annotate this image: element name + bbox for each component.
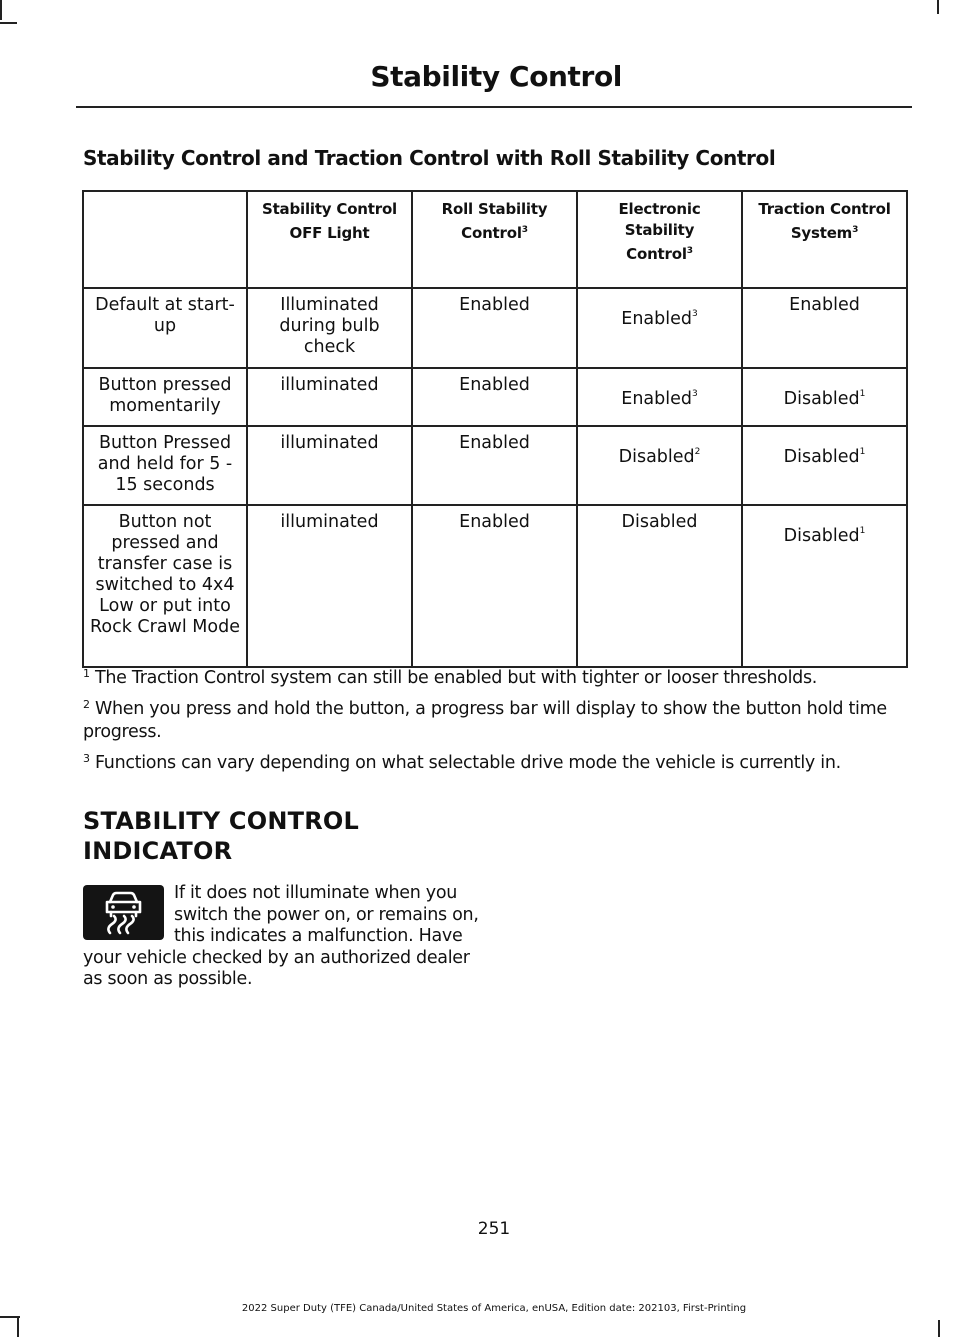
table-row [83,288,907,368]
stability-control-table [82,190,908,668]
table-header-row [83,191,907,288]
condition-cell: Button pressed momentarily [83,368,247,426]
crop-mark [17,1316,19,1337]
traction-control-cell: Disabled$^1$ [742,368,907,426]
column-header-traction-control: Traction Control System$^3$ [742,191,907,288]
roll-stability-cell: Enabled [412,368,577,426]
crop-mark [937,0,939,14]
page-number: 251 [477,1219,511,1239]
crop-mark [938,1320,940,1337]
footnote: $^1$ The Traction Control system can still be enabled but with tighter or looser thresholds. [83,667,818,688]
electronic-stability-cell: Enabled$^3$ [577,288,742,368]
roll-stability-cell: Enabled [412,426,577,505]
table-row [83,426,907,505]
off-light-cell: illuminated [247,505,412,667]
indicator-description: If it does not illuminate when you switch the power on, or remains on, this indicates a malfunction. Have your vehicle checked by an authorized dealer as soon as possible. [83,883,479,989]
traction-control-cell: Disabled$^1$ [742,426,907,505]
electronic-stability-cell: Enabled$^3$ [577,368,742,426]
condition-cell: Button Pressed and held for 5 - 15 seconds [83,426,247,505]
column-header-electronic-stability: Electronic Stability Control$^3$ [577,191,742,288]
indicator-heading: STABILITY CONTROL INDICATOR [83,807,359,865]
off-light-cell: illuminated [247,368,412,426]
condition-cell: Default at start-up [83,288,247,368]
crop-mark [0,22,17,24]
footnote: $^3$ Functions can vary depending on what selectable drive mode the vehicle is currently in. [83,752,841,773]
off-light-cell: illuminated [247,426,412,505]
roll-stability-cell: Enabled [412,505,577,667]
footnote: $^2$ When you press and hold the button, a progress bar will display to show the button hold time progress. [83,698,887,742]
section-heading: Stability Control and Traction Control with Roll Stability Control [83,146,776,170]
traction-control-cell: Enabled [742,288,907,368]
crop-mark [0,0,2,20]
off-light-cell: Illuminated during bulb check [247,288,412,368]
roll-stability-cell: Enabled [412,288,577,368]
column-header-off-light: Stability Control OFF Light [247,191,412,288]
column-header-condition [83,191,247,288]
page-header-title: Stability Control [370,60,622,93]
condition-cell: Button not pressed and transfer case is switched to 4x4 Low or put into Rock Crawl Mode [83,505,247,667]
table-row [83,505,907,667]
header-rule [76,106,912,108]
electronic-stability-cell: Disabled [577,505,742,667]
page-footer: 2022 Super Duty (TFE) Canada/United States of America, enUSA, Edition date: 202103, First-Printing [241,1303,747,1314]
traction-control-cell: Disabled$^1$ [742,505,907,667]
table-row [83,368,907,426]
footnotes [83,662,915,778]
column-header-roll-stability: Roll Stability Control$^3$ [412,191,577,288]
electronic-stability-cell: Disabled$^2$ [577,426,742,505]
